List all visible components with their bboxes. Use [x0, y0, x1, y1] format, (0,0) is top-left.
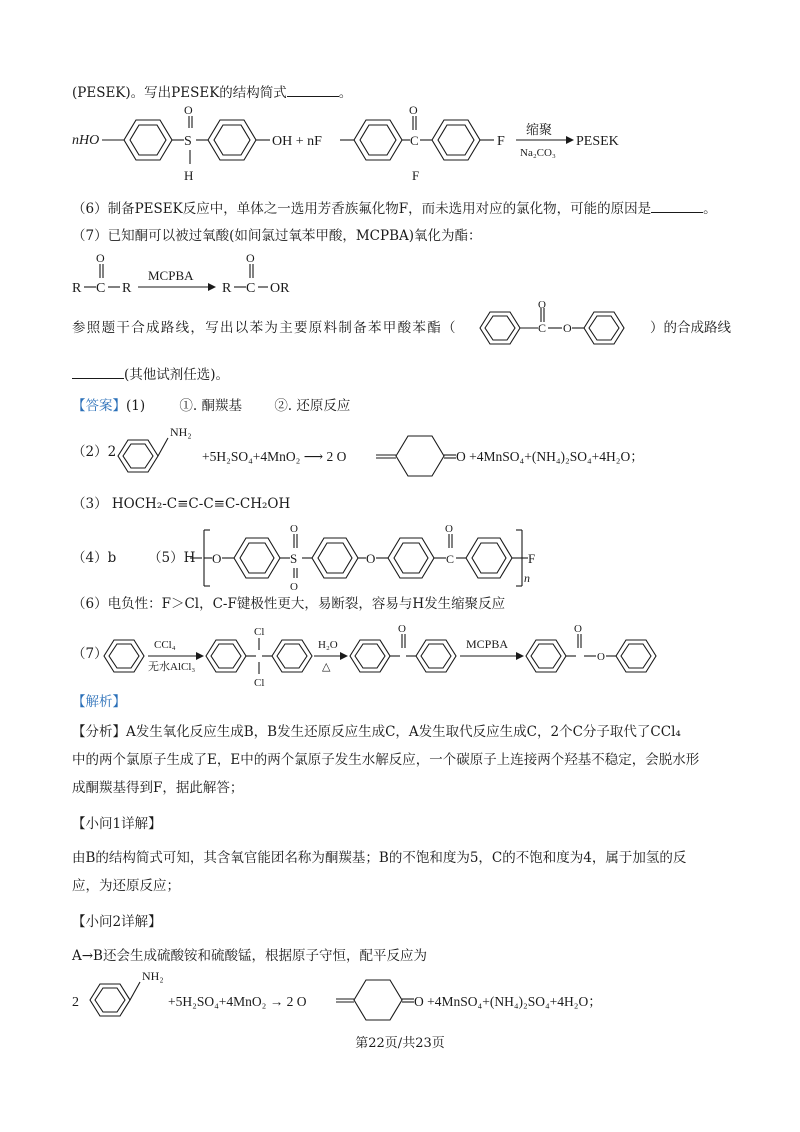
answer-blank — [651, 198, 703, 213]
oxygen-label: O — [184, 103, 193, 117]
answer-4: （4）b — [72, 550, 117, 566]
analysis-equation — [0, 966, 800, 1026]
ether-oxygen: O — [366, 551, 376, 566]
nh2-label: NH₂ — [142, 969, 164, 983]
sub2-text: A→B还会生成硫酸铵和硫酸锰，根据原子守恒，配平反应为 — [72, 948, 427, 964]
answer-3: （3） HOCH₂-C≡C-C≡C-CH₂OH — [72, 496, 291, 512]
r-group: R — [72, 281, 82, 296]
carbonyl-o: O — [409, 103, 418, 117]
sulfur-label: S — [184, 134, 192, 149]
answer-5-label: （5）H — [148, 550, 196, 566]
ester-oxygen: O — [563, 321, 572, 335]
r-group: R — [122, 281, 132, 296]
answer-line-1 — [72, 396, 350, 416]
route-end: ）的合成路线 — [650, 320, 731, 336]
ether-oxygen: O — [212, 551, 222, 566]
page-footer: 第22页/共23页 — [355, 1036, 445, 1051]
compound-f-label: F — [412, 168, 420, 183]
answer-2-products: O +4MnSO₄+(NH₄)₂SO₄+4H₂O； — [456, 449, 644, 464]
sub1-line-1: 由B的结构简式可知，其含氧官能团名称为酮羰基；B的不饱和度为5，C的不饱和度为4，属于加氢的反 — [72, 850, 687, 866]
answer-2-reagents: +5H₂SO₄+4MnO₂ ⟶ 2 O — [202, 449, 347, 464]
carbon-label: C — [538, 321, 547, 335]
repeat-n: n — [524, 571, 530, 585]
answer-2-label: （2）2 — [72, 444, 117, 460]
sulfonyl-oxygen: O — [290, 581, 298, 593]
phenyl-benzoate-structure — [472, 300, 652, 352]
answer-blank — [72, 364, 124, 379]
carbonyl-o: O — [445, 523, 453, 535]
answer-blank — [287, 82, 339, 97]
ester-carbonyl-o: O — [574, 623, 582, 635]
carbonyl-c: C — [446, 552, 455, 566]
answer-1-num: (1) — [126, 398, 146, 414]
q6-end: 。 — [703, 201, 717, 217]
answer-1-part-1: ①. 酮羰基 — [179, 398, 243, 414]
h2o-label: H₂O — [318, 639, 338, 651]
sub-question-2-label: 【小问2详解】 — [72, 914, 162, 930]
carbon-label: C — [96, 281, 106, 296]
analysis-line-2: 中的两个氯原子生成了E，E中的两个氯原子发生水解反应，一个碳原子上连接两个羟基不稳定，会脱水形 — [72, 752, 700, 768]
route-text: 参照题干合成路线，写出以苯为主要原料制备苯甲酸苯酯（ — [72, 320, 457, 336]
ester-oxygen: O — [597, 651, 605, 663]
fluorine-label: F — [497, 134, 505, 149]
oxygen-label: O — [538, 299, 546, 311]
mcpba-label: MCPBA — [148, 268, 194, 283]
pesek-equation — [0, 103, 800, 188]
route-line — [72, 318, 457, 338]
r-group: R — [222, 281, 232, 296]
sub-question-1-label: 【小问1详解】 — [72, 816, 162, 832]
heat-label: △ — [322, 661, 331, 673]
q5-text: (PESEK)。写出PESEK的结构简式 — [72, 85, 287, 101]
chlorine-label: Cl — [254, 626, 265, 638]
eq-products: O +4MnSO₄+(NH₄)₂SO₄+4H₂O； — [414, 994, 602, 1009]
analysis-label: 【解析】 — [72, 694, 126, 710]
eq5-oh: OH + nF — [272, 134, 322, 149]
or-group: OR — [270, 281, 290, 296]
q7-last-line — [72, 364, 229, 385]
analysis-line-3: 成酮羰基得到F，据此解答； — [72, 780, 244, 796]
q7-last: (其他试剂任选)。 — [124, 367, 230, 383]
h-label: H — [184, 168, 194, 183]
nh2-label: NH₂ — [170, 425, 192, 439]
chlorine-label: Cl — [254, 677, 265, 689]
ccl4-label: CCl₄ — [154, 639, 176, 651]
question-6-text — [72, 198, 717, 219]
answer-7-route — [0, 620, 800, 690]
analysis-line-1: 【分析】A发生氧化反应生成B，B发生还原反应生成C，A发生取代反应生成C，2个C分子取代了CCl₄ — [72, 724, 681, 740]
sulfonyl-oxygen: O — [290, 523, 298, 535]
answer-6: （6）电负性：F＞Cl，C-F键极性更大，易断裂，容易与H发生缩聚反应 — [72, 596, 506, 612]
answer-2-equation — [0, 420, 800, 480]
q5-end: 。 — [338, 85, 353, 101]
mcpba-label: MCPBA — [466, 637, 509, 651]
q6-text: （6）制备PESEK反应中，单体之一选用芳香族氟化物F，而未选用对应的氯化物，可能的原因是 — [72, 201, 652, 217]
answer-5-polymer — [0, 516, 800, 593]
sulfur-label: S — [290, 551, 298, 566]
oxygen-label: O — [96, 251, 105, 265]
carbon-label: C — [246, 281, 256, 296]
sub1-line-2: 应，为还原反应； — [72, 878, 180, 894]
answer-7-label: （7） — [72, 646, 108, 662]
arrow-top-label: 缩聚 — [526, 122, 553, 137]
eq-reagents: +5H₂SO₄+4MnO₂ → 2 O — [168, 994, 307, 1009]
end-fluorine: F — [528, 551, 536, 566]
eq5-lhs: nHO — [72, 133, 100, 148]
arrow-bottom-label: Na₂CO₃ — [520, 147, 556, 159]
product-label: PESEK — [576, 134, 619, 149]
question-5-text — [72, 82, 352, 103]
oxygen-label: O — [246, 251, 255, 265]
answer-label: 【答案】 — [72, 398, 126, 414]
eq-coefficient: 2 — [72, 995, 79, 1010]
carbonyl-c: C — [410, 133, 419, 148]
question-7-text: （7）已知酮可以被过氧酸(如间氯过氧苯甲酸，MCPBA)氧化为酯： — [72, 228, 482, 244]
answer-1-part-2: ②. 还原反应 — [274, 398, 351, 414]
ketone-oxygen: O — [398, 623, 406, 635]
alcl3-label: 无水AlCl₃ — [148, 661, 196, 673]
ketone-oxidation-scheme — [0, 252, 400, 302]
